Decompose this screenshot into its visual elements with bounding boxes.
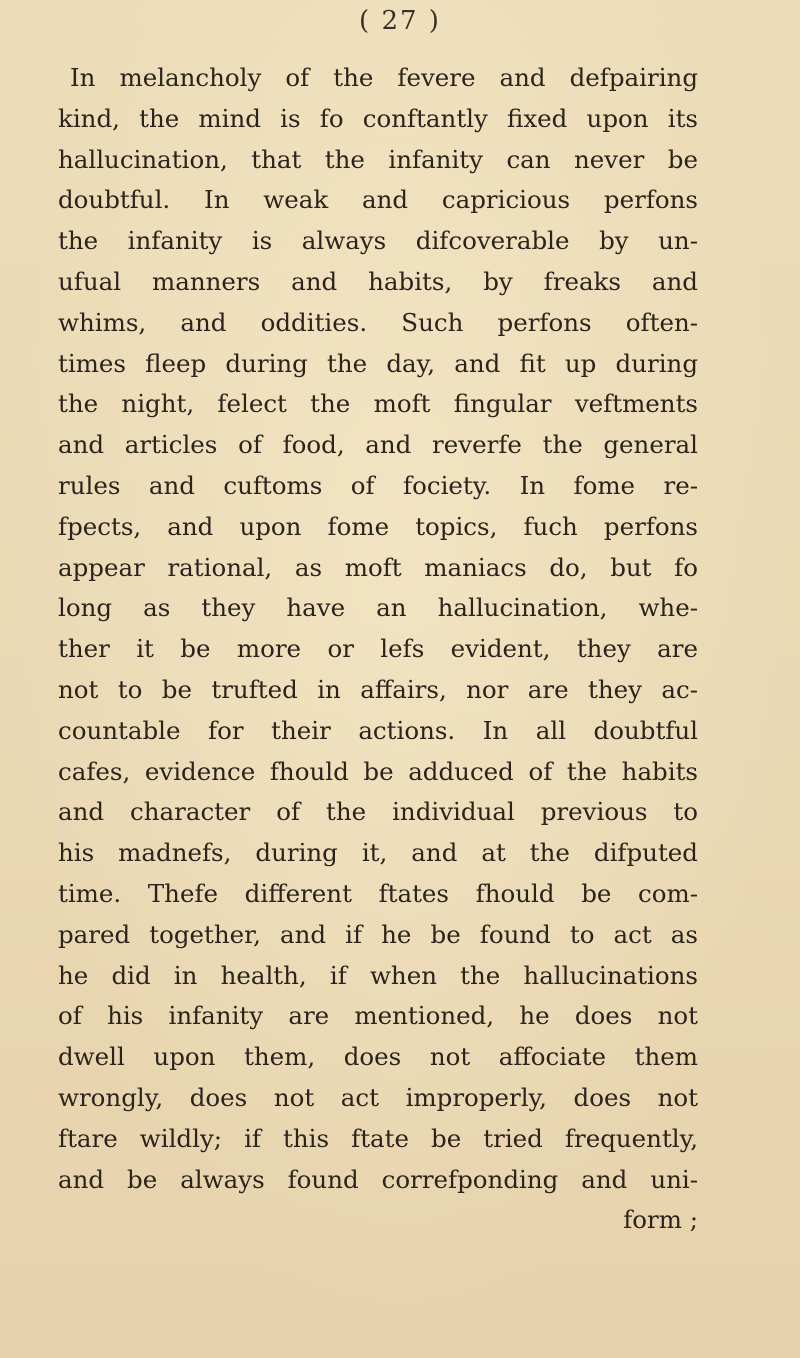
text-line: doubtful. In weak and capricious perfons [58,185,698,215]
text-line: form ; [623,1205,698,1235]
text-line: the infanity is always difcoverable by un- [58,226,698,256]
text-line: and articles of food, and reverfe the general [58,430,698,460]
text-line: hallucination, that the infanity can never be [58,144,698,174]
text-line: not to be trufted in affairs, nor are they ac- [58,674,698,704]
text-line: ufual manners and habits, by freaks and [58,266,698,296]
text-line: times fleep during the day, and fit up during [58,348,698,378]
text-line: long as they have an hallucination, whe- [58,593,698,623]
text-line: time. Thefe different ftates fhould be com- [58,878,698,908]
text-line: cafes, evidence fhould be adduced of the habits [58,756,698,786]
text-line: rules and cuftoms of fociety. In fome re- [58,470,698,500]
body-text [58,58,698,1241]
text-line: whims, and oddities. Such perfons often- [58,307,698,337]
text-line: kind, the mind is fo conftantly fixed upon its [58,103,698,133]
text-line: pared together, and if he be found to act as [58,919,698,949]
text-line: and be always found correfponding and uni- [58,1164,698,1194]
text-line: wrongly, does not act improperly, does not [58,1082,698,1112]
text-line: of his infanity are mentioned, he does not [58,1001,698,1031]
text-line: dwell upon them, does not affociate them [58,1042,698,1072]
page-number: ( 27 ) [359,6,441,36]
text-line: countable for their actions. In all doubtful [58,715,698,745]
text-line: ther it be more or lefs evident, they are [58,634,698,664]
text-line: appear rational, as moft maniacs do, but fo [58,552,698,582]
text-line: he did in health, if when the hallucinations [58,960,698,990]
text-line: In melancholy of the fevere and defpairing [70,63,698,92]
text-line: fpects, and upon fome topics, fuch perfons [58,511,698,541]
text-line: his madnefs, during it, and at the difputed [58,838,698,868]
text-line: and character of the individual previous to [58,797,698,827]
text-line: ftare wildly; if this ftate be tried frequently, [58,1123,698,1153]
text-line: the night, felect the moft fingular veftments [58,389,698,419]
